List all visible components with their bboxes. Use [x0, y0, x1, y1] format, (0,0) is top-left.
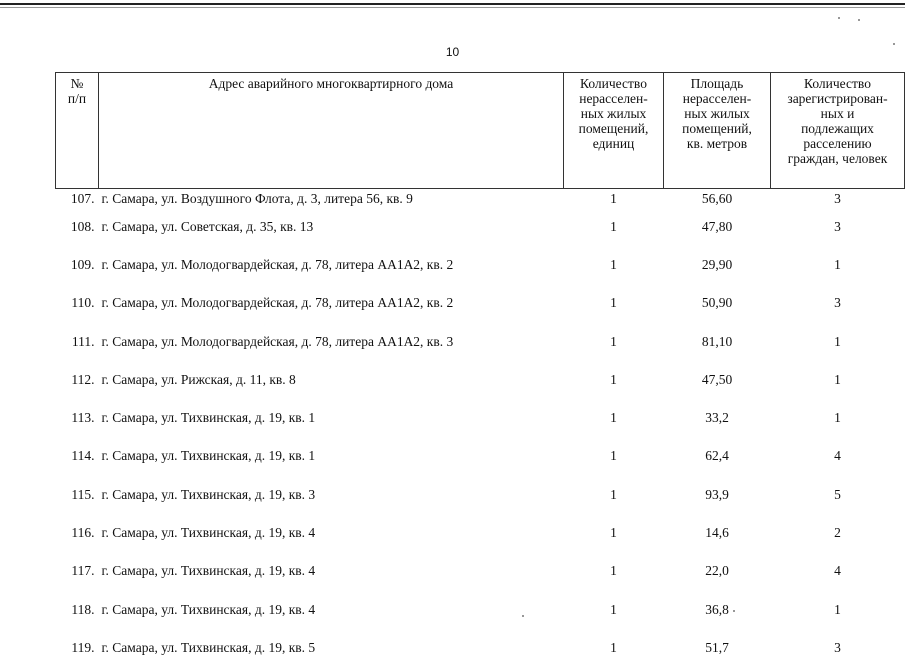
row-number-cell: 112.: [71, 371, 95, 387]
row-address-cell: г. Самара, ул. Тихвинская, д. 19, кв. 5: [101, 639, 316, 655]
row-residents-count-cell: 5: [834, 486, 841, 502]
row-unsettled-area-cell: 51,7: [705, 639, 729, 655]
row-residents-count-cell: 1: [834, 371, 841, 387]
row-unsettled-count-cell: 1: [610, 256, 617, 272]
row-number-cell: 111.: [71, 333, 95, 349]
row-unsettled-count-cell: 1: [610, 410, 617, 426]
row-unsettled-area-cell: 29,90: [701, 256, 733, 272]
row-address-cell: г. Самара, ул. Молодогвардейская, д. 78, литера АА1А2, кв. 2: [101, 295, 454, 311]
row-unsettled-count-cell: 1: [610, 295, 617, 311]
row-unsettled-count-cell: 1: [610, 525, 617, 541]
row-unsettled-count-cell: 1: [610, 190, 617, 206]
table-row: [56, 441, 905, 479]
row-unsettled-area-cell: 14,6: [705, 525, 729, 541]
table-row: [56, 288, 905, 326]
row-address-cell: г. Самара, ул. Тихвинская, д. 19, кв. 1: [101, 410, 316, 426]
row-unsettled-count-cell: 1: [610, 218, 617, 234]
row-number-cell: 110.: [71, 295, 95, 311]
row-number-cell: 118.: [71, 601, 95, 617]
row-address-cell: г. Самара, ул. Советская, д. 35, кв. 13: [101, 218, 314, 234]
row-number-cell: 114.: [71, 448, 95, 464]
row-unsettled-area-cell: 62,4: [705, 448, 729, 464]
row-unsettled-count-cell: 1: [610, 563, 617, 579]
table-body: [56, 189, 905, 671]
scan-speck: [858, 19, 860, 21]
row-number-cell: 113.: [71, 410, 95, 426]
row-address-cell: г. Самара, ул. Тихвинская, д. 19, кв. 3: [101, 486, 316, 502]
top-border-rule-secondary: [0, 7, 905, 8]
row-unsettled-area-cell: 47,50: [701, 371, 733, 387]
row-address-cell: г. Самара, ул. Рижская, д. 11, кв. 8: [101, 371, 296, 387]
table-row: [56, 249, 905, 287]
header-residents-count: Количество зарегистрирован- ных и подлежащих расселению граждан, человек: [771, 73, 905, 189]
row-unsettled-area-cell: 33,2: [705, 410, 729, 426]
table-row: [56, 632, 905, 670]
row-unsettled-area-cell: 47,80: [701, 218, 733, 234]
row-unsettled-count-cell: 1: [610, 601, 617, 617]
row-residents-count-cell: 4: [834, 448, 841, 464]
header-unsettled-count: Количество нерасселен- ных жилых помещений, единиц: [564, 73, 664, 189]
row-residents-count-cell: 1: [834, 333, 841, 349]
header-unsettled-area: Площадь нерасселен- ных жилых помещений, кв. метров: [664, 73, 771, 189]
row-address-cell: г. Самара, ул. Тихвинская, д. 19, кв. 4: [101, 601, 316, 617]
row-unsettled-area-cell: 93,9: [705, 486, 729, 502]
row-number-cell: 109.: [70, 256, 95, 272]
row-number-cell: 107.: [70, 190, 95, 206]
header-number: № п/п: [56, 73, 99, 189]
row-unsettled-count-cell: 1: [610, 639, 617, 655]
table-row: [56, 189, 905, 212]
table-row: [56, 594, 905, 632]
row-residents-count-cell: 1: [834, 256, 841, 272]
table-row: [56, 326, 905, 364]
row-address-cell: г. Самара, ул. Молодогвардейская, д. 78, литера АА1А2, кв. 2: [101, 256, 454, 272]
row-residents-count-cell: 1: [834, 410, 841, 426]
row-address-cell: г. Самара, ул. Тихвинская, д. 19, кв. 4: [101, 525, 316, 541]
row-unsettled-count-cell: 1: [610, 333, 617, 349]
row-number-cell: 108.: [70, 218, 95, 234]
row-address-cell: г. Самара, ул. Воздушного Флота, д. 3, литера 56, кв. 9: [101, 190, 413, 206]
table-row: [56, 517, 905, 555]
row-unsettled-count-cell: 1: [610, 486, 617, 502]
row-unsettled-count-cell: 1: [610, 448, 617, 464]
row-number-cell: 116.: [71, 525, 95, 541]
table-row: [56, 556, 905, 594]
row-residents-count-cell: 3: [834, 639, 841, 655]
table-row: [56, 402, 905, 440]
row-number-cell: 119.: [71, 639, 95, 655]
row-address-cell: г. Самара, ул. Молодогвардейская, д. 78, литера АА1А2, кв. 3: [101, 333, 454, 349]
row-unsettled-count-cell: 1: [610, 371, 617, 387]
table-header-row: [56, 73, 905, 189]
table-row: [56, 479, 905, 517]
header-address: Адрес аварийного многоквартирного дома: [99, 73, 564, 189]
row-residents-count-cell: 3: [834, 295, 841, 311]
scan-speck: [838, 17, 840, 19]
row-unsettled-area-cell: 50,90: [701, 295, 733, 311]
row-residents-count-cell: 1: [834, 601, 841, 617]
row-unsettled-area-cell: 56,60: [701, 190, 733, 206]
emergency-housing-table: [55, 72, 905, 671]
row-residents-count-cell: 3: [834, 190, 841, 206]
row-unsettled-area-cell: 22,0: [705, 563, 729, 579]
row-address-cell: г. Самара, ул. Тихвинская, д. 19, кв. 1: [101, 448, 316, 464]
row-number-cell: 117.: [71, 563, 95, 579]
row-residents-count-cell: 4: [834, 563, 841, 579]
row-residents-count-cell: 2: [834, 525, 841, 541]
table-row: [56, 211, 905, 249]
row-unsettled-area-cell: 81,10: [701, 333, 733, 349]
page-number: 10: [445, 45, 460, 59]
row-number-cell: 115.: [71, 486, 95, 502]
row-address-cell: г. Самара, ул. Тихвинская, д. 19, кв. 4: [101, 563, 316, 579]
top-border-rule: [0, 3, 905, 5]
table-row: [56, 364, 905, 402]
row-unsettled-area-cell: 36,8: [705, 601, 729, 617]
row-residents-count-cell: 3: [834, 218, 841, 234]
